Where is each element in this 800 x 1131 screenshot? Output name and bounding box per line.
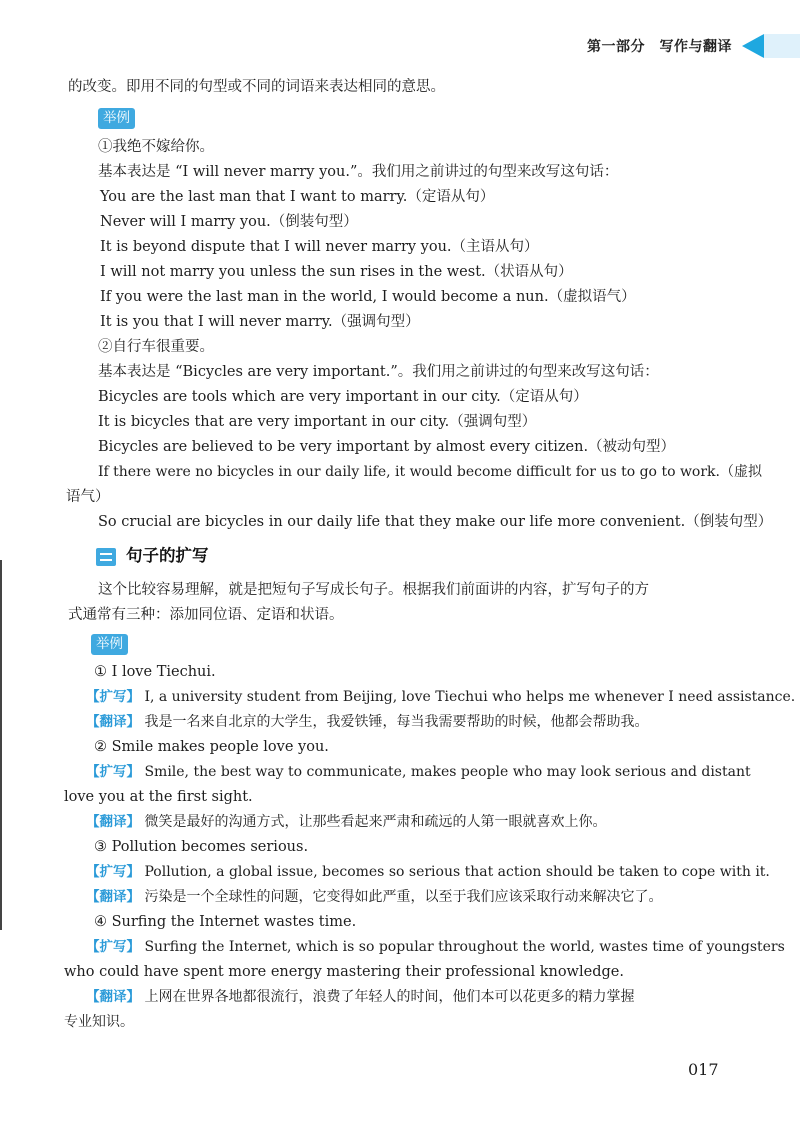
translate-text: 污染是一个全球性的问题，它变得如此严重，以至于我们应该采取行动来解决它了。 [140, 889, 663, 905]
expand-line [86, 937, 785, 957]
expand-tag: 【扩写】 [86, 864, 140, 880]
translate-text: 微笑是最好的沟通方式，让那些看起来严肃和疏远的人第一眼就喜欢上你。 [140, 814, 607, 830]
example1-variant: Never will I marry you.（倒装句型） [100, 214, 358, 230]
expand-tag: 【扩写】 [86, 764, 140, 780]
example2-last: So crucial are bicycles in our daily life that they make our life more convenient.（倒装句型） [98, 514, 773, 530]
header-arrow-icon [742, 34, 764, 58]
source-sentence: ③ Pollution becomes serious. [94, 839, 309, 855]
intro-text: 的改变。即用不同的句型或不同的词语来表达相同的意思。 [68, 79, 445, 95]
example1-heading: ①我绝不嫁给你。 [98, 139, 214, 155]
expand-text: Surfing the Internet, which is so popular throughout the world, wastes time of youngsters [140, 939, 785, 955]
source-sentence: ② Smile makes people love you. [94, 739, 329, 755]
example2-variant: Bicycles are tools which are very important in our city.（定语从句） [98, 389, 588, 405]
expand-tag: 【扩写】 [86, 689, 140, 705]
expand-text: Pollution, a global issue, becomes so serious that action should be taken to cope with it. [140, 864, 770, 880]
page-number: 017 [688, 1060, 719, 1079]
example2-basic: 基本表达是 “Bicycles are very important.”。我们用之前讲过的句型来改写这句话： [98, 364, 659, 380]
example1-variant: It is you that I will never marry.（强调句型） [100, 314, 420, 330]
page-header [587, 34, 800, 58]
example2-variant: Bicycles are believed to be very important by almost every citizen.（被动句型） [98, 439, 676, 455]
translate-tag: 【翻译】 [86, 814, 140, 830]
translate-line [86, 712, 648, 732]
example1-variant: You are the last man that I want to marry.（定语从句） [100, 189, 495, 205]
translate-line-cont: 专业知识。 [64, 1014, 134, 1030]
example2-variant: It is bicycles that are very important in our city.（强调句型） [98, 414, 537, 430]
source-sentence: ④ Surfing the Internet wastes time. [94, 914, 357, 930]
translate-line [86, 812, 606, 832]
example-badge: 举例 [98, 108, 135, 129]
expand-line-cont: love you at the first sight. [64, 789, 253, 805]
translate-tag: 【翻译】 [86, 889, 140, 905]
section-desc: 这个比较容易理解，就是把短句子写成长句子。根据我们前面讲的内容，扩写句子的方 [98, 582, 649, 598]
translate-tag: 【翻译】 [86, 989, 140, 1005]
example-badge: 举例 [91, 634, 128, 655]
example1-variant: It is beyond dispute that I will never marry you.（主语从句） [100, 239, 539, 255]
section-number-icon [96, 548, 116, 566]
translate-line [86, 887, 662, 907]
header-title: 第一部分 写作与翻译 [587, 39, 732, 55]
section-title: 句子的扩写 [126, 546, 209, 565]
expand-line [86, 762, 751, 782]
example1-variant: If you were the last man in the world, I would become a nun.（虚拟语气） [100, 289, 636, 305]
expand-text: Smile, the best way to communicate, makes people who may look serious and distant [140, 764, 751, 780]
expand-line-cont: who could have spent more energy mastering their professional knowledge. [64, 964, 624, 980]
expand-tag: 【扩写】 [86, 939, 140, 955]
translate-text: 上网在世界各地都很流行，浪费了年轻人的时间，他们本可以花更多的精力掌握 [140, 989, 635, 1005]
expand-text: I, a university student from Beijing, love Tiechui who helps me whenever I need assistance. [140, 689, 796, 705]
header-bar [764, 34, 800, 58]
translate-tag: 【翻译】 [86, 714, 140, 730]
example2-long-line: If there were no bicycles in our daily life, it would become difficult for us to go to work.（虚拟 [98, 464, 762, 480]
example2-long-line-cont: 语气） [66, 489, 110, 505]
example1-variant: I will not marry you unless the sun rises in the west.（状语从句） [100, 264, 573, 280]
example1-basic: 基本表达是 “I will never marry you.”。我们用之前讲过的句型来改写这句话： [98, 164, 619, 180]
example2-heading: ②自行车很重要。 [98, 339, 214, 355]
source-sentence: ① I love Tiechui. [94, 664, 216, 680]
margin-rule [0, 560, 2, 930]
translate-line [86, 987, 634, 1007]
translate-text: 我是一名来自北京的大学生，我爱铁锤，每当我需要帮助的时候，他都会帮助我。 [140, 714, 649, 730]
expand-line [86, 687, 795, 707]
expand-line [86, 862, 770, 882]
section-desc: 式通常有三种：添加同位语、定语和状语。 [68, 607, 344, 623]
